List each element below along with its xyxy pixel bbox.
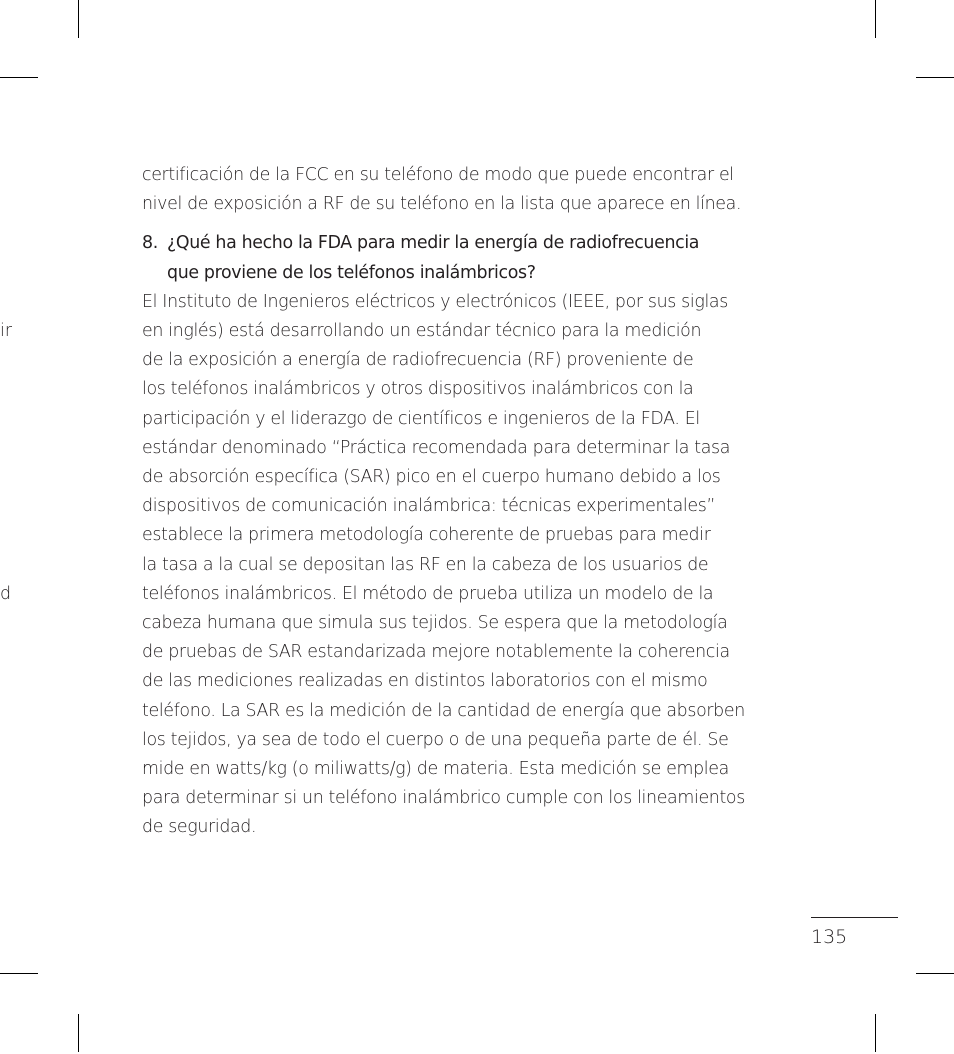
text-line: de las mediciones realizadas en distintos laboratorios con el mismo: [142, 671, 708, 692]
text-line: de la exposición a energía de radiofrecuencia (RF) proveniente de: [142, 350, 694, 371]
text-line: participación y el liderazgo de científicos e ingenieros de la FDA. El: [142, 408, 700, 429]
text-line: de seguridad.: [142, 817, 257, 838]
page-number-rule: [811, 917, 898, 918]
adjacent-page-fragment: ir: [0, 321, 12, 341]
text-line: establece la primera metodología coherente de pruebas para medir: [142, 525, 711, 546]
crop-mark-top-right: [875, 0, 876, 38]
text-line: los teléfonos inalámbricos y otros dispositivos inalámbricos con la: [142, 379, 694, 400]
intro-paragraph: [142, 161, 842, 219]
question-number: 8.: [142, 233, 158, 254]
heading-line: que proviene de los teléfonos inalámbricos?: [167, 262, 536, 283]
text-line: estándar denominado “Práctica recomendada para determinar la tasa: [142, 437, 731, 458]
heading-line: [142, 229, 842, 258]
crop-mark-top-left: [78, 0, 79, 38]
text-line: mide en watts/kg (o miliwatts/g) de materia. Esta medición se emplea: [142, 759, 729, 780]
text-line: los tejidos, ya sea de todo el cuerpo o de una pequeña parte de él. Se: [142, 729, 729, 750]
text-line: cabeza humana que simula sus tejidos. Se espera que la metodología: [142, 613, 728, 634]
crop-mark-bottom-right-h: [916, 973, 954, 974]
text-line: teléfono. La SAR es la medición de la cantidad de energía que absorben: [142, 700, 745, 721]
question-heading: [142, 229, 842, 287]
text-line: dispositivos de comunicación inalámbrica: técnicas experimentales”: [142, 496, 716, 517]
page-content: [142, 161, 842, 843]
crop-mark-top-right-h: [916, 77, 954, 78]
text-line: El Instituto de Ingenieros eléctricos y electrónicos (IEEE, por sus siglas: [142, 291, 728, 312]
adjacent-page-fragment: d: [0, 584, 12, 604]
text-line: en inglés) está desarrollando un estándar técnico para la medición: [142, 321, 702, 342]
crop-mark-bottom-left: [78, 1014, 79, 1052]
text-line: nivel de exposición a RF de su teléfono en la lista que aparece en línea.: [142, 194, 742, 215]
text-line: de absorción específica (SAR) pico en el cuerpo humano debido a los: [142, 467, 721, 488]
text-line: certificación de la FCC en su teléfono de modo que puede encontrar el: [142, 165, 734, 185]
crop-mark-top-left-h: [0, 77, 38, 78]
text-line: la tasa a la cual se depositan las RF en la cabeza de los usuarios de: [142, 554, 709, 575]
text-line: de pruebas de SAR estandarizada mejore notablemente la coherencia: [142, 642, 730, 663]
text-line: para determinar si un teléfono inalámbrico cumple con los lineamientos: [142, 788, 745, 809]
page-number: 135: [811, 926, 848, 948]
crop-mark-bottom-right: [875, 1014, 876, 1052]
body-paragraph: [142, 288, 842, 843]
text-line: teléfonos inalámbricos. El método de prueba utiliza un modelo de la: [142, 583, 714, 604]
heading-text: ¿Qué ha hecho la FDA para medir la energía de radiofrecuencia: [167, 233, 700, 254]
crop-mark-bottom-left-h: [0, 973, 38, 974]
